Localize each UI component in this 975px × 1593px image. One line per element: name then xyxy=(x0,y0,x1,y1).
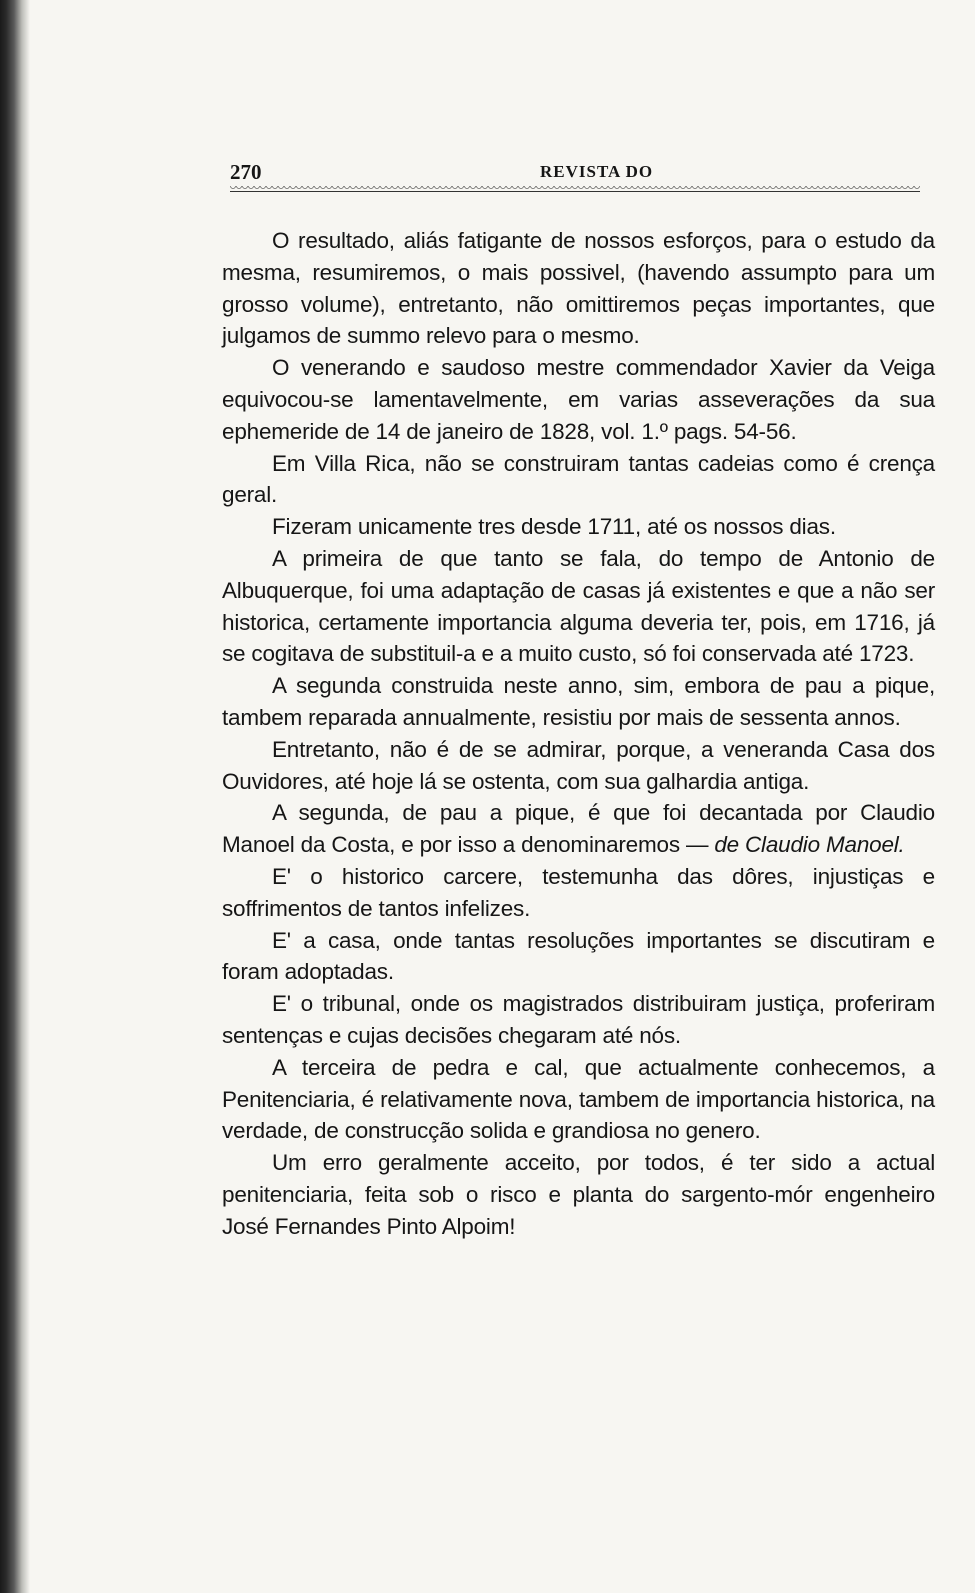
paragraph: A primeira de que tanto se fala, do tempo de Antonio de Albuquerque, foi uma adaptação de casas já existentes e que a não ser historica, certamente importancia alguma deveria ter, pois, em 1716, já se cogitava de substituil-a e a muito custo, só foi conservada até 1723. xyxy=(222,545,935,667)
running-head: REVISTA DO xyxy=(540,162,654,181)
paragraph: A segunda construida neste anno, sim, embora de pau a pique, tambem reparada annualmente, resistiu por mais de sessenta annos. xyxy=(222,673,935,730)
paragraph: A terceira de pedra e cal, que actualmente conhecemos, a Penitenciaria, é relativamente nova, tambem de importancia historica, na verdade, de construcção solida e grandiosa no genero. xyxy=(222,1054,935,1144)
body-text xyxy=(222,225,935,1243)
paragraph: Entretanto, não é de se admirar, porque, a veneranda Casa dos Ouvidores, até hoje lá se ostenta, com sua galhardia antiga. xyxy=(222,736,935,794)
paragraph: Um erro geralmente acceito, por todos, é ter sido a actual penitenciaria, feita sob o risco e planta do sargento-mór engenheiro José Fernandes Pinto Alpoim! xyxy=(222,1150,935,1239)
book-page xyxy=(222,150,935,1570)
header-rule xyxy=(230,186,920,192)
paragraph: E' a casa, onde tantas resoluções importantes se discutiram e foram adoptadas. xyxy=(222,927,935,985)
paragraph: Em Villa Rica, não se construiram tantas cadeias como é crença geral. xyxy=(222,450,935,508)
page-header xyxy=(222,150,935,184)
paragraph: E' o historico carcere, testemunha das dôres, injustiças e soffrimentos de tantos infelizes. xyxy=(222,863,935,921)
paragraph-claudio-text: A segunda, de pau a pique, é que foi decantada por Claudio Manoel da Costa, e por isso a denominaremos — xyxy=(222,800,935,858)
paragraph-claudio xyxy=(222,797,935,861)
binding-edge xyxy=(0,0,30,1593)
paragraph: O resultado, aliás fatigante de nossos esforços, para o estudo da mesma, resumiremos, o mais possivel, (havendo assumpto para um grosso volume), entretanto, não omittiremos peças importantes, que julgamos de summo relevo para o mesmo. xyxy=(222,228,935,349)
page-number: 270 xyxy=(230,160,262,184)
paragraph: E' o tribunal, onde os magistrados distribuiram justiça, proferiram sentenças e cujas decisões chegaram até nós. xyxy=(222,991,935,1048)
paragraph-claudio-emphasis: de Claudio Manoel. xyxy=(714,832,905,858)
paragraph: O venerando e saudoso mestre commendador Xavier da Veiga equivocou-se lamentavelmente, em varias asseverações da sua ephemeride de 14 de janeiro de 1828, vol. 1.º pags. 54-56. xyxy=(222,355,935,444)
paragraph: Fizeram unicamente tres desde 1711, até os nossos dias. xyxy=(272,514,836,540)
